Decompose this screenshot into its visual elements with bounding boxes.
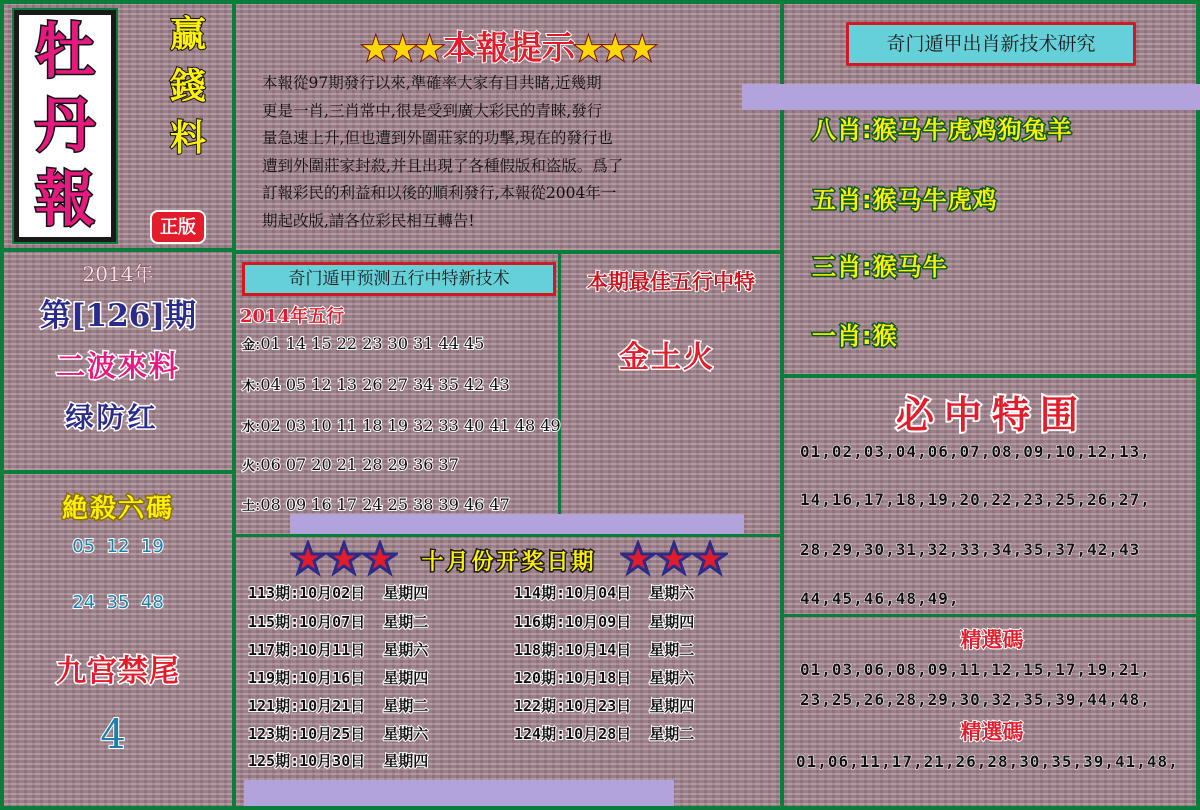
wuxing-row [242, 334, 484, 353]
date-entry: 124期:10月28日 星期二 [514, 725, 695, 743]
zodiac-line: 一肖:猴 [812, 322, 898, 350]
date-entry: 121期:10月21日 星期二 [248, 697, 429, 715]
wuxing-year-label: 2014年五行 [240, 306, 345, 327]
select-line: 01,06,11,17,21,26,28,30,35,39,41,48, [796, 752, 1179, 771]
select-title: 精選碼 [960, 719, 1024, 744]
notice-line: 遭到外圍莊家封殺,并且出現了各種假版和盗版。爲了 [262, 156, 624, 175]
star-icon: ★★★ [362, 32, 443, 67]
date-entry: 117期:10月11日 星期六 [248, 641, 429, 659]
wuxing-nums: :06 07 20 21 28 29 36 37 [255, 455, 459, 474]
zodiac-line: 八肖:猴马牛虎鸡狗兔羊 [812, 116, 1073, 144]
star-icon: ★★★ [575, 32, 656, 67]
divider-h-mid2 [232, 534, 784, 537]
wuxing-row [242, 455, 459, 474]
star-icon [290, 540, 398, 580]
wuxing-row [242, 416, 561, 435]
logo [14, 10, 116, 242]
must-line: 14,16,17,18,19,20,22,23,25,26,27, [800, 490, 1151, 509]
must-line: 44,45,46,48,49, [800, 589, 960, 608]
logo-char: 丹 [35, 91, 95, 161]
genuine-badge: 正版 [150, 210, 206, 244]
date-entry: 113期:10月02日 星期四 [248, 584, 429, 602]
select-line: 01,03,06,08,09,11,12,15,17,19,21, [800, 660, 1151, 679]
date-entry: 115期:10月07日 星期二 [248, 613, 429, 631]
zodiac-line: 三肖:猴马牛 [812, 253, 948, 281]
divider-h-left1 [0, 248, 236, 252]
must-line: 01,02,03,04,06,07,08,09,10,12,13, [800, 442, 1151, 461]
notice-title-text: 本報提示 [443, 28, 575, 67]
select-title: 精選碼 [960, 627, 1024, 652]
date-entry: 120期:10月18日 星期六 [514, 669, 695, 687]
date-entry: 119期:10月16日 星期四 [248, 669, 429, 687]
issue-period: 第[126]期 [39, 298, 197, 334]
divider-v3 [558, 252, 561, 536]
frame-top [0, 0, 1200, 4]
wuxing-key: 火 [242, 459, 256, 474]
notice-line: 更是一肖,三肖常中,很是受到廣大彩民的青睞,發行 [262, 101, 603, 120]
tail-value: 4 [100, 712, 126, 758]
notice-line: 本報從97期發行以來,準確率大家有目共睹,近幾期 [262, 74, 602, 92]
date-entry: 122期:10月23日 星期四 [514, 697, 695, 715]
slogan-char: 赢 [169, 13, 206, 55]
logo-char: 牡 [35, 17, 95, 87]
wuxing-row [242, 375, 510, 394]
kill-title: 絶殺六碼 [61, 494, 174, 524]
divider-h-left2 [0, 470, 236, 474]
notice-line: 訂報彩民的利益和以後的順利發行,本報從2004年一 [262, 184, 617, 202]
star-icon [620, 540, 728, 580]
dates-title [244, 540, 774, 580]
wuxing-key: 水 [242, 420, 256, 435]
best-value: 金土火 [619, 340, 715, 375]
best-title: 本期最佳五行中特 [587, 269, 755, 294]
must-line: 28,29,30,31,32,33,34,35,37,42,43 [800, 540, 1141, 559]
decor-bar-2 [290, 514, 744, 534]
wave-value: 绿防红 [65, 401, 159, 434]
divider-h-mid1 [232, 250, 784, 254]
frame-bottom [0, 806, 1200, 810]
wuxing-nums: :01 14 15 22 23 30 31 44 45 [255, 334, 485, 353]
slogan [158, 13, 218, 159]
date-entry: 116期:10月09日 星期四 [514, 613, 695, 631]
wave-label: 二波來料 [55, 349, 180, 383]
wuxing-nums: :02 03 10 11 18 19 32 33 40 41 48 49 [255, 416, 561, 435]
dates-title-text: 十月份开奖日期 [421, 549, 597, 575]
wuxing-row [242, 495, 510, 514]
notice-body [262, 70, 772, 235]
wuxing-nums: :04 05 12 13 26 27 34 35 42 43 [255, 375, 510, 394]
wuxing-key: 金 [242, 338, 256, 353]
date-entry: 114期:10月04日 星期六 [514, 584, 695, 602]
must-title: 必中特围 [895, 392, 1088, 437]
zodiac-line: 五肖:猴马牛虎鸡 [812, 186, 998, 214]
divider-h-right2 [780, 614, 1200, 617]
wuxing-key: 土 [242, 499, 256, 514]
divider-h-right1 [780, 374, 1200, 378]
logo-char: 報 [35, 165, 95, 235]
wuxing-nums: :08 09 16 17 24 25 38 39 46 47 [255, 495, 510, 514]
decor-bar-1 [742, 84, 1200, 110]
notice-line: 量急速上升,但也遭到外圍莊家的功擊,現在的發行也 [262, 129, 613, 147]
issue-year: 2014年 [82, 262, 154, 286]
date-entry: 123期:10月25日 星期六 [248, 725, 429, 743]
slogan-char: 錢 [169, 65, 206, 107]
date-entry: 118期:10月14日 星期二 [514, 641, 695, 659]
decor-bar-3 [244, 780, 674, 806]
kill-row-1: 05 12 19 [72, 536, 164, 557]
wuxing-header: 奇门遁甲预测五行中特新技术 [242, 262, 556, 296]
tail-title: 九宫禁尾 [56, 654, 180, 689]
wuxing-key: 木 [242, 379, 256, 394]
zodiac-header: 奇门遁甲出肖新技术研究 [846, 22, 1136, 66]
slogan-char: 料 [169, 117, 206, 159]
date-entry: 125期:10月30日 星期四 [248, 752, 429, 770]
kill-row-2: 24 35 48 [72, 592, 164, 613]
notice-title [334, 22, 684, 69]
select-line: 23,25,26,28,29,30,32,35,39,44,48, [800, 690, 1151, 709]
notice-line: 期起改版,請各位彩民相互轉告! [262, 211, 475, 230]
